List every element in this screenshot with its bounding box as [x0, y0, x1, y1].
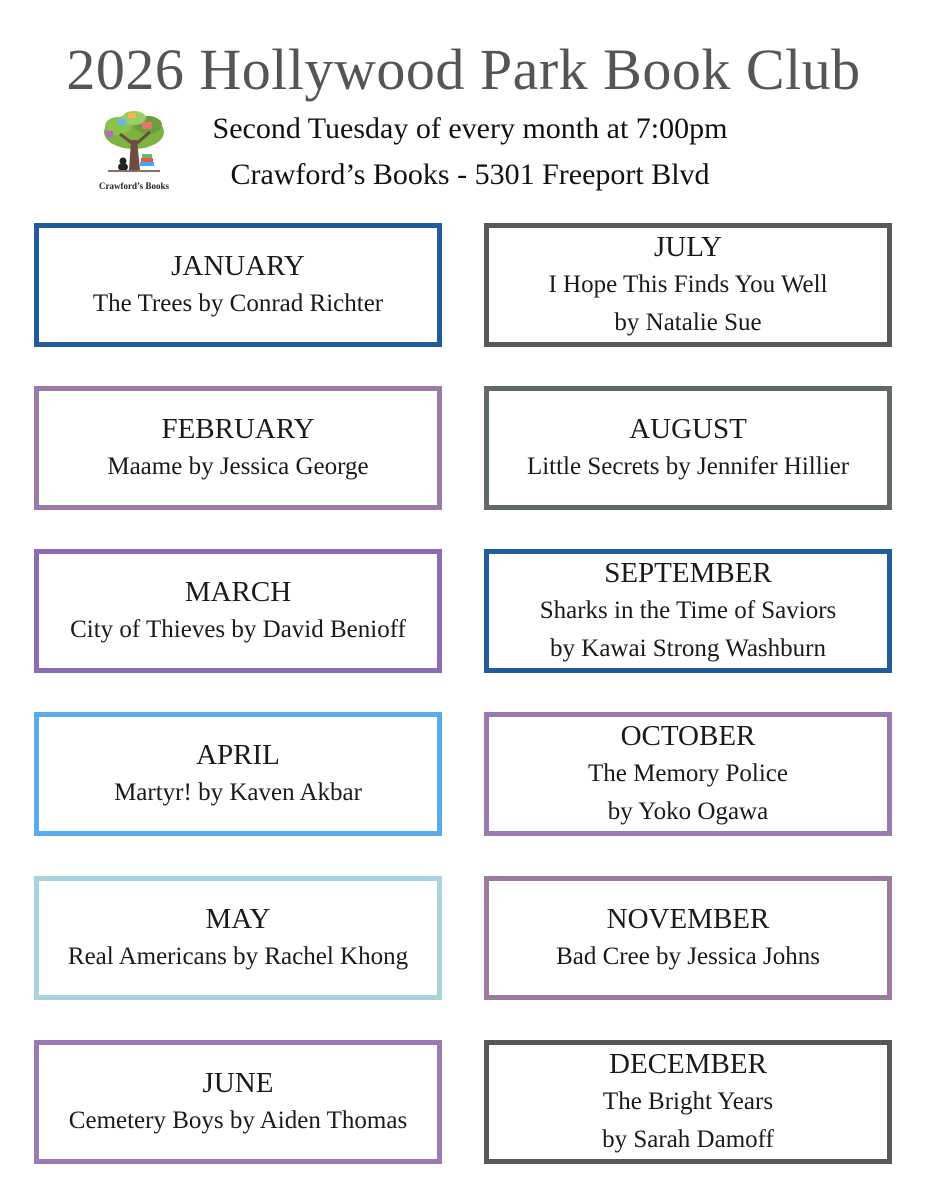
book-line: Maame by Jessica George: [107, 453, 369, 480]
book-line: The Memory Police: [588, 760, 788, 787]
month-card-august: [484, 386, 892, 510]
month-card-september: [484, 549, 892, 673]
book-line: by Yoko Ogawa: [607, 798, 769, 825]
month-card-april: [34, 712, 442, 836]
logo-label: Crawford’s Books: [99, 181, 169, 191]
month-card-november: [484, 876, 892, 1000]
book-line: by Sarah Damoff: [602, 1126, 774, 1153]
book-line: Martyr! by Kaven Akbar: [114, 779, 362, 806]
book-line: Bad Cree by Jessica Johns: [556, 943, 820, 970]
meeting-schedule: Second Tuesday of every month at 7:00pm: [212, 112, 728, 145]
book-line: by Kawai Strong Washburn: [550, 635, 826, 662]
month-label: JULY: [654, 231, 722, 263]
book-line: Little Secrets by Jennifer Hillier: [526, 453, 850, 480]
month-card-march: [34, 549, 442, 673]
month-label: MAY: [205, 903, 271, 935]
month-card-june: [34, 1040, 442, 1164]
page-title: 2026 Hollywood Park Book Club: [66, 37, 861, 102]
book-line: by Natalie Sue: [614, 309, 762, 336]
month-label: MARCH: [184, 576, 292, 608]
book-line: Real Americans by Rachel Khong: [67, 943, 409, 970]
book-line: City of Thieves by David Benioff: [70, 616, 406, 643]
book-line: Cemetery Boys by Aiden Thomas: [68, 1107, 408, 1134]
month-label: OCTOBER: [620, 720, 756, 752]
month-label: FEBRUARY: [161, 413, 315, 445]
month-card-october: [484, 712, 892, 836]
book-line: I Hope This Finds You Well: [548, 271, 828, 298]
month-label: AUGUST: [629, 413, 747, 445]
month-card-february: [34, 386, 442, 510]
month-label: APRIL: [196, 739, 280, 771]
month-card-may: [34, 876, 442, 1000]
book-line: The Trees by Conrad Richter: [92, 290, 384, 317]
book-line: The Bright Years: [602, 1088, 774, 1115]
month-card-december: [484, 1040, 892, 1164]
month-label: JANUARY: [171, 250, 305, 282]
meeting-location: Crawford’s Books - 5301 Freeport Blvd: [230, 158, 710, 191]
month-label: SEPTEMBER: [604, 557, 772, 589]
month-label: JUNE: [202, 1067, 274, 1099]
month-card-july: [484, 223, 892, 347]
month-label: DECEMBER: [609, 1048, 767, 1080]
month-label: NOVEMBER: [606, 903, 770, 935]
book-line: Sharks in the Time of Saviors: [539, 597, 837, 624]
month-card-january: [34, 223, 442, 347]
